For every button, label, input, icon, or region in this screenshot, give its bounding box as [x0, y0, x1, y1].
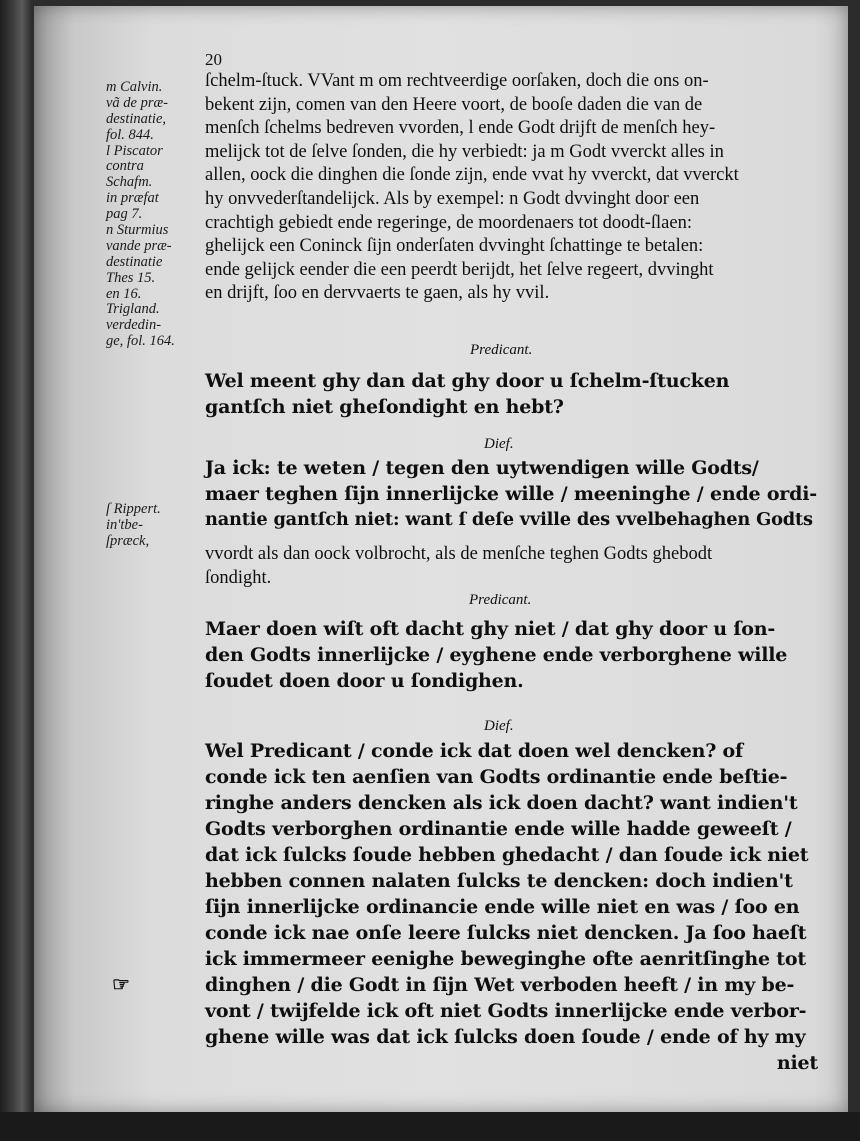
text-line: hebben connen nalaten ſulcks te dencken: doch indien't	[205, 870, 793, 892]
margin-note-line: en 16.	[106, 285, 142, 302]
margin-note-line: verdedin-	[106, 317, 162, 334]
text-line: Wel meent ghy dan dat ghy door u ſchelm-ſtucken	[205, 370, 730, 392]
text-line: nantie gantſch niet: want ſ deſe vville des vvelbehaghen Godts	[205, 509, 813, 530]
text-line: gantſch niet gheſondight en hebt?	[205, 396, 564, 418]
margin-note-line: fol. 844.	[106, 126, 154, 143]
text-line: menſch ſchelms bedreven vvorden, l ende Godt drijft de menſch hey-	[205, 118, 716, 139]
margin-notes-top	[106, 80, 202, 350]
margin-note-line: Trigland.	[106, 301, 160, 318]
speaker-heading-predicant: Predicant.	[469, 592, 532, 608]
text-line: maer teghen ſijn innerlijcke wille / meeninghe / ende ordi-	[205, 483, 817, 505]
paragraph-gothic-2	[205, 455, 820, 533]
margin-note-line: m Calvin.	[106, 79, 163, 95]
paragraph-gothic-3	[205, 616, 820, 694]
text-line: hy onvvederſtandelijck. Als by exempel: n Godt dvvinght door een	[205, 188, 700, 209]
text-line: crachtigh gebiedt ende regeringe, de moordenaers tot doodt-ſlaen:	[205, 212, 692, 233]
text-line: ſijn innerlijcke ordinancie ende wille niet en was / ſoo en	[205, 896, 800, 918]
margin-note-line: pag 7.	[106, 206, 143, 223]
text-line: ſoudet doen door u ſondighen.	[205, 670, 524, 692]
page-number: 20	[205, 50, 222, 69]
text-line: dinghen / die Godt in ſijn Wet verboden heeft / in my be-	[205, 974, 795, 996]
paragraph-roman-2	[205, 543, 820, 590]
text-line: allen, oock die dinghen die ſonde zijn, ende vvat hy vverckt, dat vverckt	[205, 165, 739, 186]
text-line: ſondight.	[205, 567, 272, 588]
margin-note-line: n Sturmius	[106, 222, 169, 239]
paragraph-gothic-1	[205, 368, 820, 420]
speaker-heading-predicant: Predicant.	[470, 342, 533, 358]
margin-note-line: ſ Rippert.	[106, 501, 161, 517]
text-line: ringhe anders dencken als ick doen dacht? want indien't	[205, 792, 798, 814]
text-line: dat ick ſulcks ſoude hebben ghedacht / dan ſoude ick niet	[205, 844, 809, 866]
speaker-heading-dief: Dief.	[484, 436, 514, 452]
margin-note-line: ſpræck,	[106, 532, 150, 549]
margin-note-line: in præfat	[106, 190, 159, 207]
margin-note-line: destinatie,	[106, 110, 167, 127]
paragraph-gothic-4	[205, 738, 820, 1076]
text-line: Ja ick: te weten / tegen den uytwendigen wille Godts/	[205, 457, 759, 479]
text-line: conde ick ten aenſien van Godts ordinantie ende beſtie-	[205, 766, 788, 788]
text-line: ſchelm-ſtuck. VVant m om rechtveerdige oorſaken, doch die ons on-	[205, 71, 709, 91]
margin-note-line: l Piscator	[106, 142, 163, 159]
speaker-heading-dief: Dief.	[484, 718, 514, 734]
margin-note-line: Thes 15.	[106, 269, 156, 286]
text-line: den Godts innerlijcke / eyghene ende verborghene wille	[205, 644, 788, 666]
text-line: ick immermeer eenighe beweginghe ofte aenritſinghe tot	[205, 948, 806, 970]
text-line: Wel Predicant / conde ick dat doen wel dencken? of	[205, 740, 744, 762]
text-line: conde ick nae onſe leere ſulcks niet dencken. Ja ſoo haeſt	[205, 922, 807, 944]
text-line: ghelijck een Coninck ſijn onderſaten dvvinght ſchattinge te betalen:	[205, 236, 704, 257]
margin-notes-bottom	[106, 502, 202, 550]
text-line: ghene wille was dat ick ſulcks doen ſoude / ende of hy my	[205, 1026, 806, 1048]
text-line: bekent zijn, comen van den Heere voort, de booſe daden die van de	[205, 94, 703, 115]
margin-note-line: ge, fol. 164.	[106, 333, 175, 350]
margin-note-line: in'tbe-	[106, 516, 143, 533]
scan-bottom-edge	[0, 1112, 860, 1141]
margin-note-line: vande præ-	[106, 237, 172, 254]
margin-note-line: destinatie	[106, 253, 163, 270]
text-line: ende gelijck eender die een peerdt berijdt, het ſelve regeert, dvvinght	[205, 259, 714, 280]
text-line: Godts verborghen ordinantie ende wille hadde geweeſt /	[205, 818, 792, 840]
text-line: melijck tot de ſelve ſonden, die hy verbiedt: ja m Godt vverckt alles in	[205, 141, 724, 162]
margin-note-line: vã de præ-	[106, 94, 169, 111]
pointing-hand-icon: ☞	[112, 972, 130, 996]
text-line: vont / twijfelde ick oft niet Godts innerlijcke ende verbor-	[205, 1000, 807, 1022]
text-line: en drijft, ſoo en dervvaerts te gaen, als hy vvil.	[205, 283, 550, 304]
text-line: Maer doen wiſt oft dacht ghy niet / dat ghy door u ſon-	[205, 618, 776, 640]
margin-note-line: Schafm.	[106, 174, 153, 191]
margin-note-line: contra	[106, 158, 144, 175]
text-line: niet	[776, 1052, 818, 1074]
paragraph-roman-1	[205, 70, 820, 306]
text-line: vvordt als dan oock volbrocht, als de menſche teghen Godts ghebodt	[205, 544, 713, 564]
